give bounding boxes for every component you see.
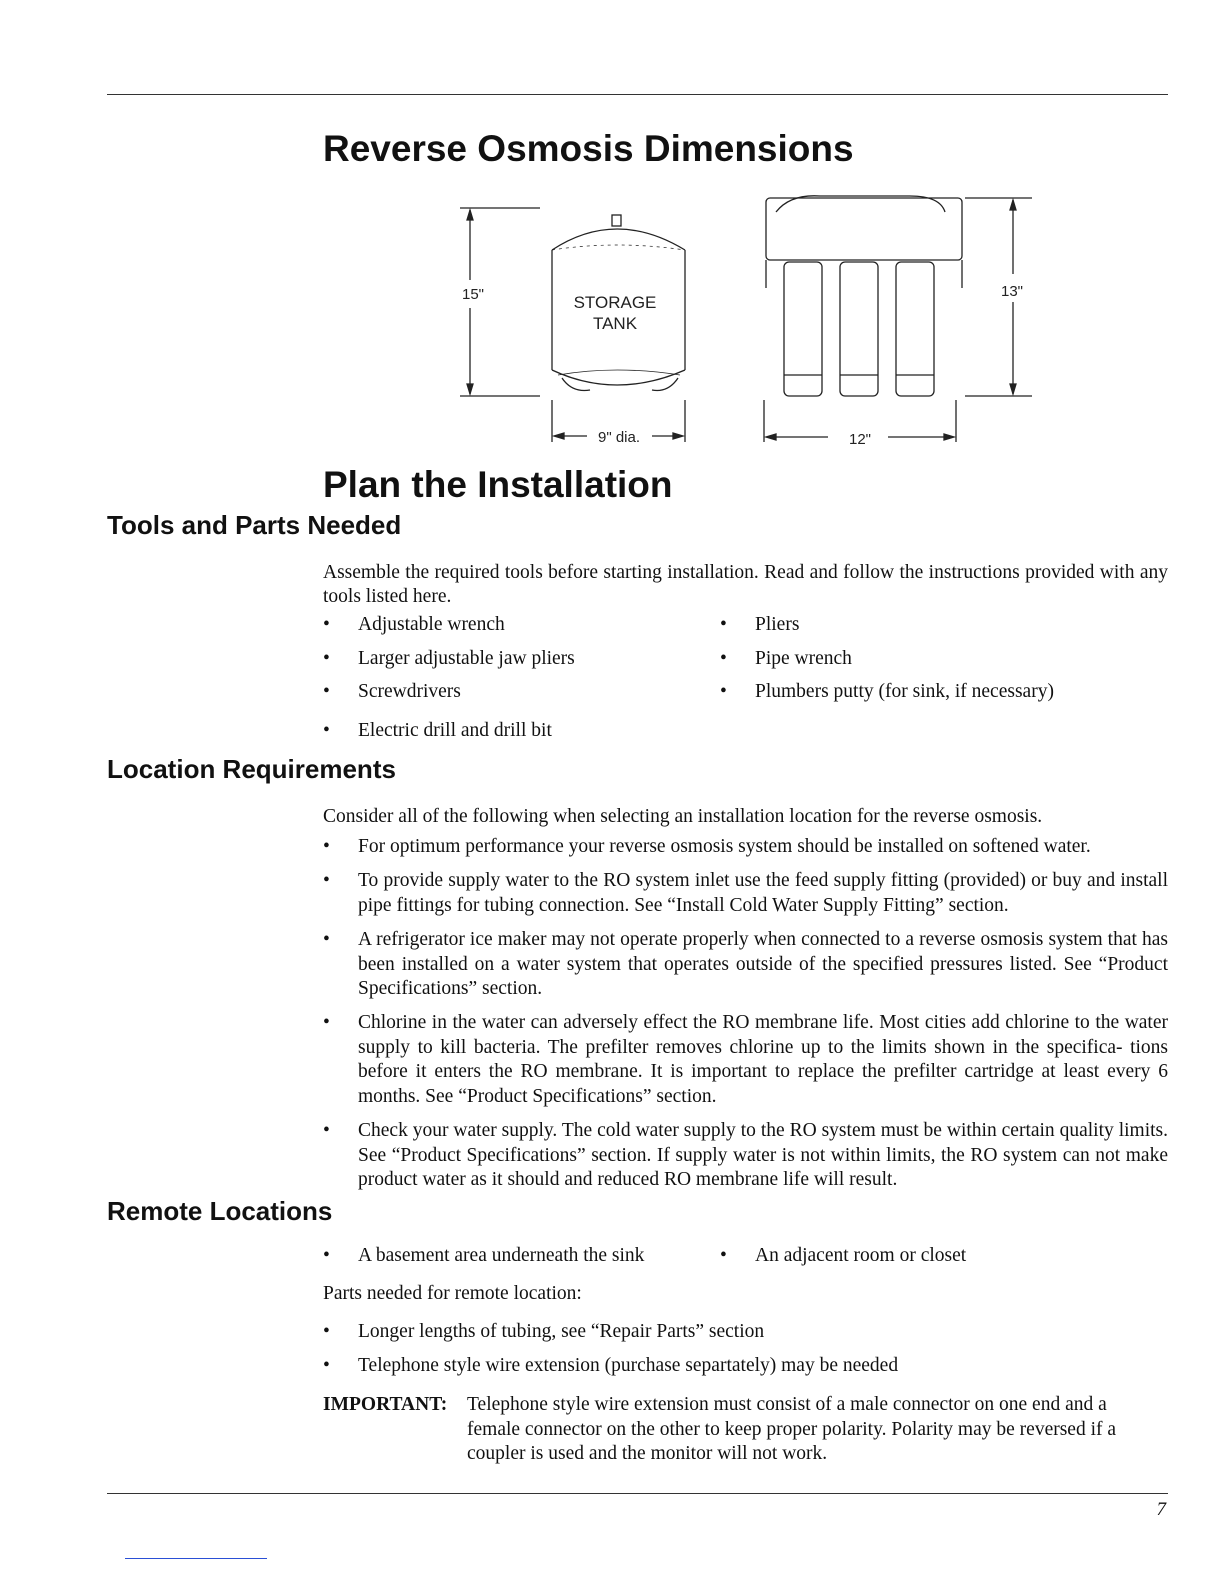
top-rule bbox=[107, 94, 1168, 95]
bottom-rule bbox=[107, 1493, 1168, 1494]
bullet: • bbox=[323, 929, 330, 950]
important-label: IMPORTANT: bbox=[323, 1394, 448, 1415]
bullet: • bbox=[323, 1321, 330, 1342]
list-item: • A refrigerator ice maker may not operate properly when connected to a reverse osmosis system that has been installed on a water system that operates outside of the specified pressures listed. See “Product Specifications” section. bbox=[323, 929, 1168, 999]
list-item: • For optimum performance your reverse osmosis system should be installed on softened water. bbox=[323, 835, 1168, 860]
tools-heading: Tools and Parts Needed bbox=[107, 510, 402, 540]
arrow-left-icon bbox=[554, 433, 564, 439]
bullet: • bbox=[323, 870, 330, 891]
bullet: • bbox=[323, 720, 330, 741]
tools-intro: Assemble the required tools before starting installation. Read and follow the instructions provided with any tools listed here. bbox=[323, 562, 1168, 607]
page-number: 7 bbox=[1156, 1499, 1166, 1520]
bullet: • bbox=[720, 614, 727, 635]
ro-unit-drawing bbox=[766, 196, 962, 396]
remote-parts-intro: Parts needed for remote location: bbox=[323, 1283, 582, 1304]
location-heading: Location Requirements bbox=[107, 754, 396, 784]
arrow-left-icon bbox=[766, 434, 776, 440]
bullet: • bbox=[323, 1120, 330, 1141]
dimensions-diagram bbox=[440, 190, 1060, 455]
remote-heading: Remote Locations bbox=[107, 1196, 333, 1226]
arrow-up-icon bbox=[467, 210, 473, 220]
bullet: • bbox=[323, 681, 330, 702]
bullet: • bbox=[323, 614, 330, 635]
tank-diameter-label: 9" dia. bbox=[597, 429, 641, 446]
bullet: • bbox=[323, 836, 330, 857]
arrow-right-icon bbox=[673, 433, 683, 439]
important-text: Telephone style wire extension must consist of a male connector on one end and a female connector on the other to keep proper polarity. Polarity may be reversed if a coupler is used and the monitor will not work. bbox=[467, 1394, 1117, 1464]
arrow-up-icon bbox=[1010, 200, 1016, 210]
plan-heading: Plan the Installation bbox=[323, 464, 673, 505]
bullet: • bbox=[720, 681, 727, 702]
arrow-down-icon bbox=[1010, 384, 1016, 394]
important-note bbox=[323, 1393, 1168, 1467]
arrow-down-icon bbox=[467, 384, 473, 394]
dimensions-heading: Reverse Osmosis Dimensions bbox=[323, 128, 854, 169]
tank-label-line1: STORAGE bbox=[573, 293, 657, 312]
unit-width-label: 12" bbox=[848, 431, 872, 448]
bullet: • bbox=[323, 648, 330, 669]
arrow-right-icon bbox=[944, 434, 954, 440]
tank-height-label: 15" bbox=[461, 286, 485, 303]
bullet: • bbox=[323, 1245, 330, 1266]
bullet: • bbox=[720, 648, 727, 669]
unit-height-label: 13" bbox=[1000, 283, 1024, 300]
bullet: • bbox=[323, 1012, 330, 1033]
list-item: • To provide supply water to the RO system inlet use the feed supply fitting (provided) or buy and install pipe fittings for tubing connection. See “Install Cold Water Supply Fitting” section. bbox=[323, 870, 1168, 916]
footer-link-underline bbox=[125, 1558, 267, 1559]
location-intro: Consider all of the following when selecting an installation location for the reverse osmosis. bbox=[323, 806, 1043, 827]
list-item: • Chlorine in the water can adversely effect the RO membrane life. Most cities add chlorine to the water supply to kill bacteria. The prefilter removes chlorine up to the limits shown in the specifica- tions before it enters the RO membrane. It is important to replace the prefilter cartridge at least every 6 months. See “Product Specifications” section. bbox=[323, 1012, 1168, 1107]
bullet: • bbox=[323, 1355, 330, 1376]
tank-label-line2: TANK bbox=[592, 314, 638, 333]
list-item: • Check your water supply. The cold water supply to the RO system must be within certain quality limits. See “Product Specifications” section. If supply water is not within limits, the RO system can not make product water as it should and reduced RO membrane life will result. bbox=[323, 1120, 1168, 1190]
bullet: • bbox=[720, 1245, 727, 1266]
